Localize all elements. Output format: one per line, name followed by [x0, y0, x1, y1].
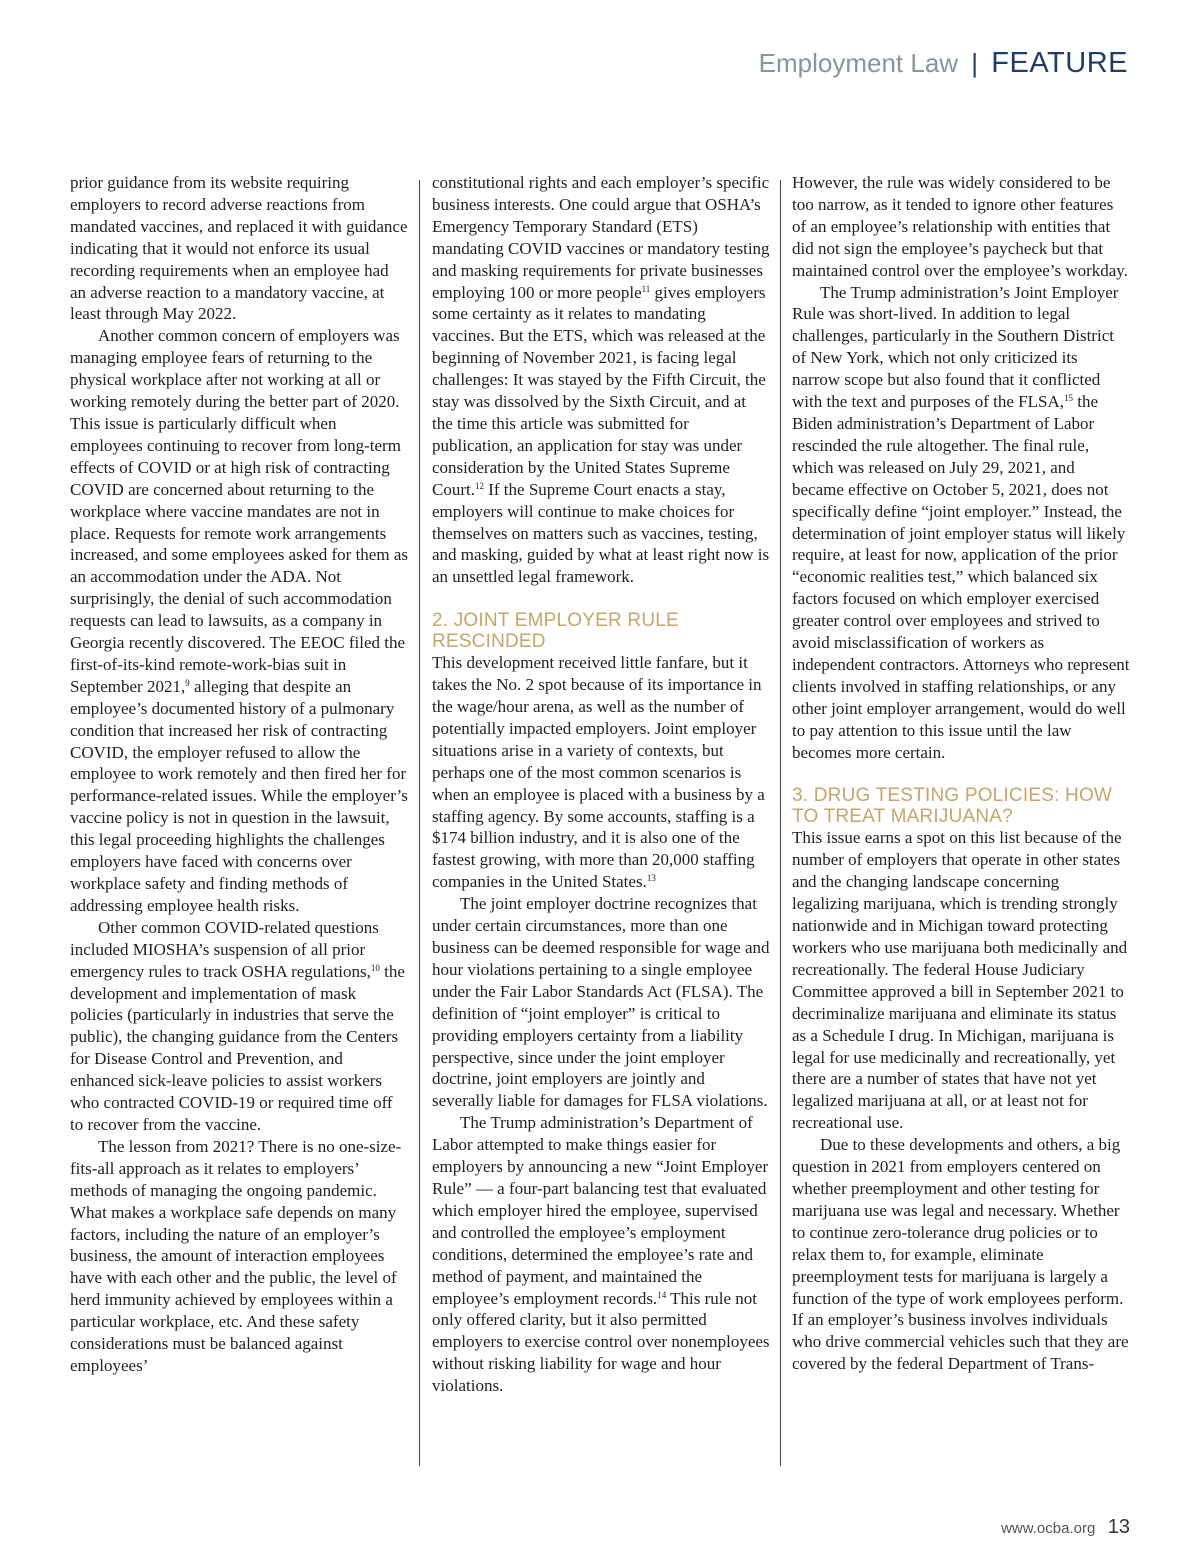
paragraph: [792, 172, 1130, 282]
paragraph: [792, 1134, 1130, 1375]
footnote-ref: 13: [646, 873, 656, 884]
text-run: Due to these developments and others, a big question in 2021 from employers centered on whether preemployment and other testing for marijuana use was legal and necessary. Whether to continue zero-tolerance drug policies or to relax them to, for example, eliminate preemployment tests for marijuana is largely a function of the type of work employees perform. If an employer’s business involves individuals who drive commercial vehicles such that they are covered by the federal Department of Trans-: [792, 1135, 1129, 1374]
text-run: The Trump administration’s Joint Employer Rule was short-lived. In addition to legal challenges, particularly in the Southern District of New York, which not only criticized its narrow scope but also found that it conflicted with the text and purposes of the FLSA,: [792, 282, 1119, 412]
website-url: www.ocba.org: [1001, 1520, 1096, 1537]
header-divider: |: [971, 48, 979, 78]
page-footer: [1001, 1516, 1130, 1539]
paragraph: [70, 917, 408, 1136]
footnote-ref: 14: [657, 1289, 667, 1300]
text-run: 3. DRUG TESTING POLICIES: HOW TO TREAT MARIJUANA?: [792, 785, 1113, 828]
text-run: The joint employer doctrine recognizes that under certain circumstances, more than one business can be deemed responsible for wage and hour violations pertaining to a single employee under the Fair Labor Standards Act (FLSA). The definition of “joint employer” is critical to providing employers certainty from a liability perspective, since under the joint employer doctrine, joint employers are jointly and severally liable for damages for FLSA violations.: [432, 894, 770, 1111]
paragraph: [792, 827, 1130, 1134]
paragraph: [70, 1136, 408, 1377]
text-run: The lesson from 2021? There is no one-size-fits-all approach as it relates to employers’ methods of managing the ongoing pandemic. What makes a workplace safe depends on many factors, including the nature of an employer’s business, the amount of interaction employees have with each other and the public, the level of herd immunity achieved by employees within a particular workplace, etc. And these safety considerations must be balanced against employees’: [70, 1136, 402, 1375]
footnote-ref: 12: [474, 480, 484, 491]
paragraph: [432, 1112, 770, 1397]
text-run: This rule not only offered clarity, but it also permitted employers to exercise control over nonemployees without risking liability for wage and hour violations.: [432, 1288, 770, 1396]
page-number: 13: [1107, 1516, 1130, 1538]
text-run: 2. JOINT EMPLOYER RULE RESCINDED: [432, 610, 679, 653]
text-run: constitutional rights and each employer’s specific business interests. One could argue that OSHA’s Emergency Temporary Standard (ETS) mandating COVID vaccines or mandatory testing and masking requirements for private businesses employing 100 or more people: [432, 173, 770, 302]
paragraph: [70, 325, 408, 916]
feature-label: FEATURE: [991, 47, 1128, 79]
article-column-2: [432, 172, 770, 1397]
article-column-1: [70, 172, 408, 1377]
text-run: If the Supreme Court enacts a stay, employers will continue to make choices for themselves on matters such as vaccines, testing, and masking, guided by what at least right now is an unsettled legal framework.: [432, 479, 770, 587]
text-run: the development and implementation of mask policies (particularly in industries that serve the public), the changing guidance from the Centers for Disease Control and Prevention, and enhanced sick-leave policies to assist workers who contracted COVID-19 or required time off to recover from the vaccine.: [70, 961, 405, 1134]
paragraph: [432, 893, 770, 1112]
column-divider: [419, 180, 420, 1466]
section-heading: [432, 610, 770, 652]
paragraph: [432, 172, 770, 588]
column-divider: [780, 180, 781, 1466]
page-header: [759, 46, 1128, 80]
text-run: gives employers some certainty as it relates to mandating vaccines. But the ETS, which was released at the beginning of November 2021, is facing legal challenges: It was stayed by the Fifth Circuit, the stay was dissolved by the Sixth Circuit, and at the time this article was submitted for publication, an application for stay was under consideration by the United States Supreme Court.: [432, 282, 766, 499]
text-run: prior guidance from its website requiring employers to record adverse reactions from mandated vaccines, and replaced it with guidance indicating that it would not enforce its usual recording requirements when an employee had an adverse reaction to a mandatory vaccine, at least through May 2022.: [70, 173, 408, 324]
text-run: Other common COVID-related questions included MIOSHA’s suspension of all prior emergency rules to track OSHA regulations,: [70, 917, 379, 981]
footnote-ref: 10: [370, 962, 380, 973]
text-run: This issue earns a spot on this list because of the number of employers that operate in other states and the changing landscape concerning legalizing marijuana, which is trending strongly nationwide and in Michigan toward protecting workers who use marijuana both medicinally and recreationally. The federal House Judiciary Committee approved a bill in September 2021 to decriminalize marijuana and eliminate its status as a Schedule I drug. In Michigan, marijuana is legal for use medicinally and recreationally, yet there are a number of states that have not yet legalized marijuana at all, or at least not for recreational use.: [792, 828, 1128, 1133]
text-run: However, the rule was widely considered to be too narrow, as it tended to ignore other features of an employee’s relationship with entities that did not sign the employee’s paycheck but that maintained control over the employee’s workday.: [792, 173, 1128, 280]
footnote-ref: 11: [641, 283, 651, 294]
paragraph: [432, 652, 770, 893]
paragraph: [70, 172, 408, 325]
section-label: Employment Law: [758, 48, 959, 78]
text-run: This development received little fanfare, but it takes the No. 2 spot because of its importance in the wage/hour arena, as well as the number of potentially impacted employers. Joint employer situations arise in a variety of contexts, but perhaps one of the most common scenarios is when an employee is placed with a business by a staffing agency. By some accounts, staffing is a $174 billion industry, and it is also one of the fastest growing, with more than 20,000 staffing companies in the United States.: [432, 653, 765, 892]
article-column-3: [792, 172, 1130, 1375]
text-run: The Trump administration’s Department of Labor attempted to make things easier for employers by announcing a new “Joint Employer Rule” — a four-part balancing test that evaluated which employer hired the employee, supervised and controlled the employee’s employment conditions, determined the employee’s rate and method of payment, and maintained the employee’s employment records.: [432, 1113, 769, 1308]
footnote-ref: 15: [1063, 393, 1073, 404]
paragraph: [792, 282, 1130, 764]
section-heading: [792, 785, 1130, 827]
text-run: the Biden administration’s Department of Labor rescinded the rule altogether. The final rule, which was released on July 29, 2021, and became effective on October 5, 2021, does not specifically define “joint employer.” Instead, the determination of joint employer status will likely require, at least for now, application of the prior “economic realities test,” which balanced six factors focused on which employer exercised greater control over employees and strived to avoid misclassification of workers as independent contractors. Attorneys who represent clients involved in staffing relationships, or any other joint employer arrangement, would do well to pay attention to this issue until the law becomes more certain.: [792, 392, 1130, 762]
text-run: alleging that despite an employee’s documented history of a pulmonary condition that increased her risk of contracting COVID, the employer refused to allow the employee to work remotely and then fired her for performance-related issues. While the employer’s vaccine policy is not in question in the lawsuit, this legal proceeding highlights the challenges employers have faced with concerns over workplace safety and finding methods of addressing employee health risks.: [70, 676, 408, 915]
text-run: Another common concern of employers was managing employee fears of returning to the physical workplace after not working at all or working remotely during the better part of 2020. This issue is particularly difficult when employees continuing to recover from long-term effects of COVID or at high risk of contracting COVID are concerned about returning to the workplace where vaccine mandates are not in place. Requests for remote work arrangements increased, and some employees asked for them as an accommodation under the ADA. Not surprisingly, the denial of such accommodation requests can lead to lawsuits, as a company in Georgia recently discovered. The EEOC filed the first-of-its-kind remote-work-bias suit in September 2021,: [70, 326, 408, 696]
footnote-ref: 9: [185, 677, 190, 688]
